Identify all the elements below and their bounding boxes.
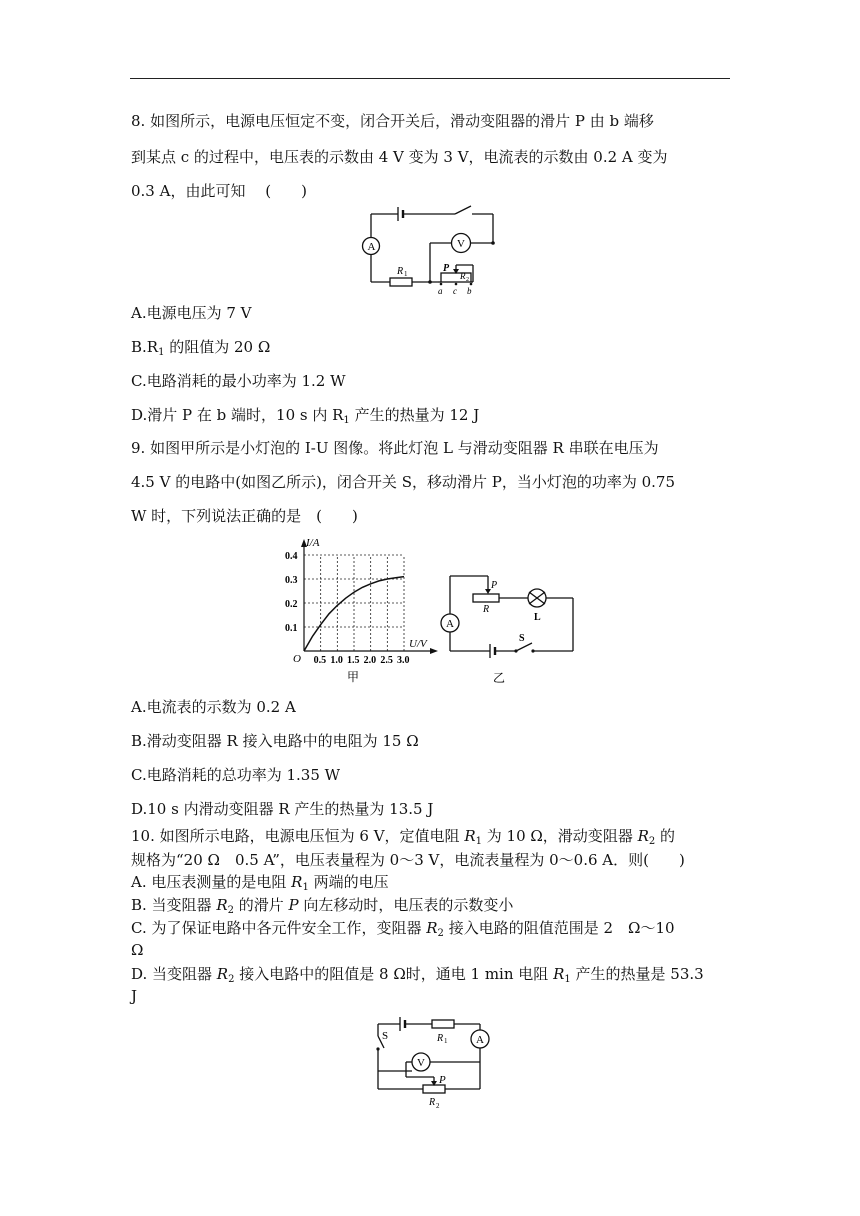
iu-x-tick-label: 3.0	[397, 655, 410, 666]
q10-option-d-cont: J	[131, 987, 138, 1005]
q9-p-label: P	[491, 580, 498, 591]
q8-r1-sub: 1	[404, 270, 408, 278]
iu-x-tick-label: 1.5	[347, 655, 360, 666]
q9-option-d: D.10 s 内滑动变阻器 R 产生的热量为 13.5 J	[131, 800, 434, 818]
q10-circuit-diagram	[366, 1012, 496, 1112]
q9-iu-graph	[276, 533, 446, 685]
q10-r2-label: R	[429, 1097, 436, 1108]
q8-b-label: b	[467, 286, 472, 296]
q10-line-2: 规格为“20 Ω 0.5 A”，电压表量程为 0～3 V，电流表量程为 0～0.6 A．则( )	[131, 851, 685, 869]
q10-option-a: A. 电压表测量的是电阻 $R_1$ 两端的电压	[131, 873, 389, 893]
q9-line-3: W 时，下列说法正确的是 ( )	[131, 507, 358, 525]
q10-r2-sub: 2	[436, 1102, 440, 1110]
q8-line-2: 到某点 c 的过程中，电压表的示数由 4 V 变为 3 V，电流表的示数由 0.2 A 变为	[131, 148, 668, 166]
q8-option-c: C.电路消耗的最小功率为 1.2 W	[131, 372, 346, 390]
q8-option-a: A.电源电压为 7 V	[131, 304, 252, 322]
q8-p-label: P	[443, 263, 450, 274]
q8-line-3: 0.3 A，由此可知 ( )	[131, 182, 307, 200]
iu-y-tick-label: 0.2	[285, 599, 298, 610]
q10-option-c: C. 为了保证电路中各元件安全工作，变阻器 $R_2$ 接入电路的阻值范围是 2 Ω～10	[131, 919, 675, 939]
q9-circuit-caption: 乙	[493, 671, 506, 685]
q10-option-c-cont: Ω	[131, 941, 144, 959]
iu-x-tick-label: 0.5	[313, 655, 327, 666]
iu-y-tick-label: 0.4	[285, 551, 298, 562]
q8-a-label: a	[438, 286, 443, 296]
iu-ylabel: I/A	[306, 537, 320, 549]
q8-line-1: 8. 如图所示，电源电压恒定不变，闭合开关后，滑动变阻器的滑片 P 由 b 端移	[131, 112, 654, 130]
q9-option-a: A.电流表的示数为 0.2 A	[131, 698, 296, 716]
q9-r-label: R	[483, 604, 490, 615]
iu-y-tick-label: 0.1	[285, 623, 298, 634]
q8-circuit-diagram	[355, 203, 505, 298]
iu-origin-label: O	[293, 653, 301, 665]
q10-line-1: 10. 如图所示电路，电源电压恒为 6 V，定值电阻 $R_1$ 为 10 Ω，滑动变阻器 $R_2$ 的	[131, 827, 676, 847]
iu-xlabel: U/V	[409, 638, 427, 650]
q9-circuit-diagram	[436, 570, 581, 685]
q8-r2-sub: 2	[466, 277, 469, 283]
q8-ammeter-label: A	[367, 241, 376, 253]
q10-option-b: B. 当变阻器 $R_2$ 的滑片 P 向左移动时，电压表的示数变小	[131, 896, 514, 916]
q9-option-b: B.滑动变阻器 R 接入电路中的电阻为 15 Ω	[131, 732, 419, 750]
iu-x-tick-label: 2.5	[380, 655, 393, 666]
q9-lamp-label: L	[534, 612, 541, 623]
iu-x-tick-label: 2.0	[363, 655, 377, 666]
iu-x-tick-label: 1.0	[330, 655, 343, 666]
q9-switch-label: S	[519, 633, 525, 644]
q9-line-1: 9. 如图甲所示是小灯泡的 I-U 图像。将此灯泡 L 与滑动变阻器 R 串联在电压为	[131, 439, 659, 457]
q10-voltmeter-label: V	[417, 1057, 425, 1069]
q8-r2-label: R	[460, 271, 466, 281]
q10-p-label: P	[439, 1074, 446, 1086]
q8-voltmeter-label: V	[457, 238, 465, 250]
q10-r1-label: R	[437, 1033, 444, 1044]
q8-r1-label: R	[397, 266, 404, 277]
q9-line-2: 4.5 V 的电路中(如图乙所示)，闭合开关 S，移动滑片 P，当小灯泡的功率为 0.75	[131, 473, 676, 491]
q10-r1-sub: 1	[444, 1037, 448, 1045]
q8-c-label: c	[453, 286, 457, 296]
q9-option-c: C.电路消耗的总功率为 1.35 W	[131, 766, 341, 784]
q9-graph-caption: 甲	[347, 670, 360, 684]
q8-option-b: $B.R_1$ 的阻值为 20 Ω	[131, 338, 271, 358]
q10-option-d: D. 当变阻器 $R_2$ 接入电路中的阻值是 8 Ω时，通电 1 min 电阻 $R_1$ 产生的热量是 53.3	[131, 965, 704, 985]
q8-option-d: D.滑片 P 在 b 端时，10 s 内 $R_1$ 产生的热量为 12 J	[131, 406, 480, 426]
q10-switch-label: S	[382, 1030, 389, 1042]
iu-y-tick-label: 0.3	[285, 575, 298, 586]
q9-ammeter-label: A	[446, 618, 454, 630]
header-rule	[130, 78, 730, 79]
q10-ammeter-label: A	[476, 1034, 484, 1046]
